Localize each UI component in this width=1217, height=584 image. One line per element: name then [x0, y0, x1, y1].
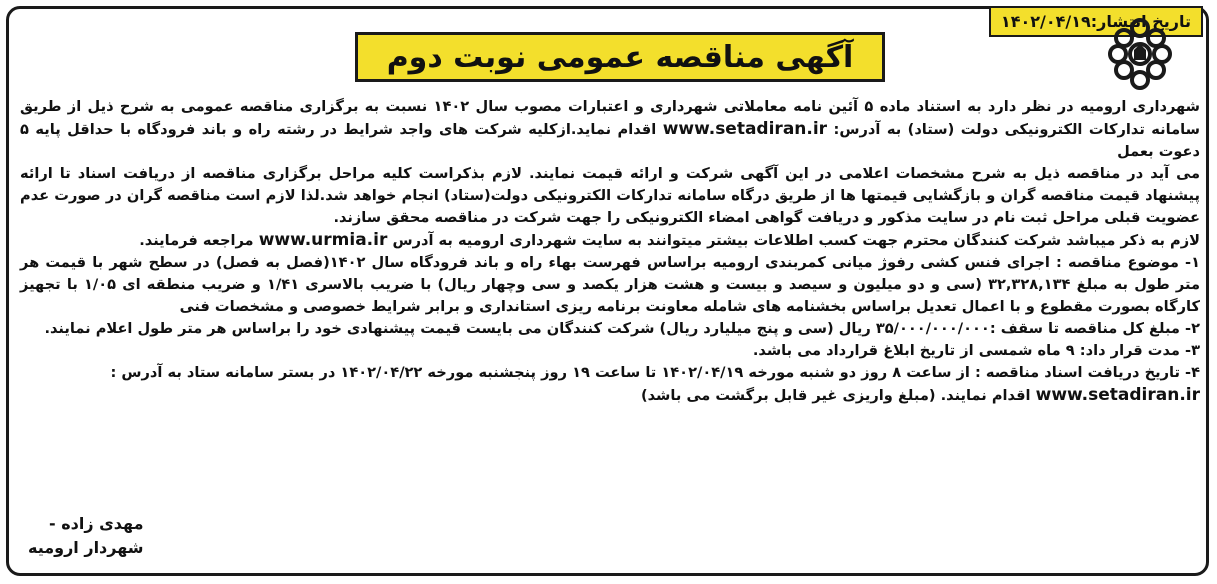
paragraph-intro: شهرداری ارومیه در نظر دارد به استناد ماده ۵ آئین نامه معاملاتی شهرداری و اعتبارات مصوب سال ۱۴۰۲ نسبت به برگزاری مناقصه عمومی به شرح ذیل از طریق سامانه تدارکات الکترونیکی دولت (ستاد) به آدرس: www.setadiran.ir اقدام نماید.ازکلیه شرکت های واجد شرایط در رشته راه و باند فرودگاه با حداقل پایه ۵ دعوت بعمل: [20, 98, 1201, 160]
paragraph-procedure: می آید در مناقصه ذیل به شرح مشخصات اعلامی در این آگهی شرکت و ارائه قیمت نمایند. لازم بذکراست کلیه مراحل برگزاری مناقصه از دریافت اسناد تا ارائه پیشنهاد قیمت مناقصه گران و بازگشایی قیمتها ها از طریق درگاه سامانه تدارکات الکترونیکی دولت(ستاد) انجام خواهد شد.لذا لازم است مناقصه گران در صورت عدم عضویت قبلی مراحل ثبت نام در سایت مذکور و دریافت گواهی امضاء الکترونیکی را جهت شرکت در مناقصه محقق سازند.: [20, 165, 1200, 226]
item-document-dates-cont: www.setadiran.ir اقدام نمایند. (مبلغ واریزی غیر قابل برگشت می باشد): [640, 385, 1200, 405]
signer-title: شهردار ارومیه: [28, 538, 144, 557]
setadiran-link-2[interactable]: www.setadiran.ir: [1035, 385, 1200, 405]
urmia-link[interactable]: www.urmia.ir: [258, 230, 388, 250]
urmia-municipality-logo-icon: [1080, 14, 1200, 92]
item-total-amount: ۲- مبلغ کل مناقصه تا سقف :۳۵/۰۰۰/۰۰۰/۰۰۰ ریال (سی و پنج میلیارد ریال) شرکت کنندگان می بایست قیمت پیشنهادی خود را براساس هر متر طول اعلام نمایند.: [44, 320, 1200, 337]
setadiran-link[interactable]: www.setadiran.ir: [662, 119, 828, 139]
notice-body: [20, 96, 1200, 407]
publish-date-badge: تاریخ انتشار:۱۴۰۲/۰۴/۱۹: [989, 6, 1203, 37]
signer-name: مهدی زاده -: [49, 514, 144, 533]
item-document-dates: ۴- تاریخ دریافت اسناد مناقصه : از ساعت ۸ روز دو شنبه مورخه ۱۴۰۲/۰۴/۱۹ تا ساعت ۱۹ روز پنجشنبه مورخه ۱۴۰۲/۰۴/۲۲ در بستر سامانه ستاد به آدرس :: [110, 364, 1200, 381]
item-contract-duration: ۳- مدت قرار داد: ۹ ماه شمسی از تاریخ ابلاغ قرارداد می باشد.: [752, 342, 1200, 359]
item-subject: ۱- موضوع مناقصه : اجرای فنس کشی رفوژ میانی کمربندی ارومیه براساس فهرست بهاء راه و باند فرودگاه سال ۱۴۰۲(فصل به فصل) در سطح شهر با قیمت هر متر طول به مبلغ ۳۲,۳۲۸,۱۳۴ (سی و دو میلیون و سیصد و بیست و هشت هزار یکصد و سی وچهار ریال) با ضریب بالاسری ۱/۴۱ و ضریب منطقه ای ۱/۰۵ با تجهیز کارگاه بصورت مقطوع و با اعمال تعدیل براساس بخشنامه های شامله معاونت برنامه ریزی استانداری و برابر شرایط خصوصی و مشخصات فنی: [20, 254, 1200, 315]
signature-block: [28, 512, 144, 560]
paragraph-more-info: لازم به ذکر میباشد شرکت کنندگان محترم جهت کسب اطلاعات بیشتر میتوانند به سایت شهرداری ارومیه به آدرس www.urmia.ir مراجعه فرمایند.: [139, 230, 1200, 250]
notice-title: آگهی مناقصه عمومی نوبت دوم: [355, 32, 885, 82]
